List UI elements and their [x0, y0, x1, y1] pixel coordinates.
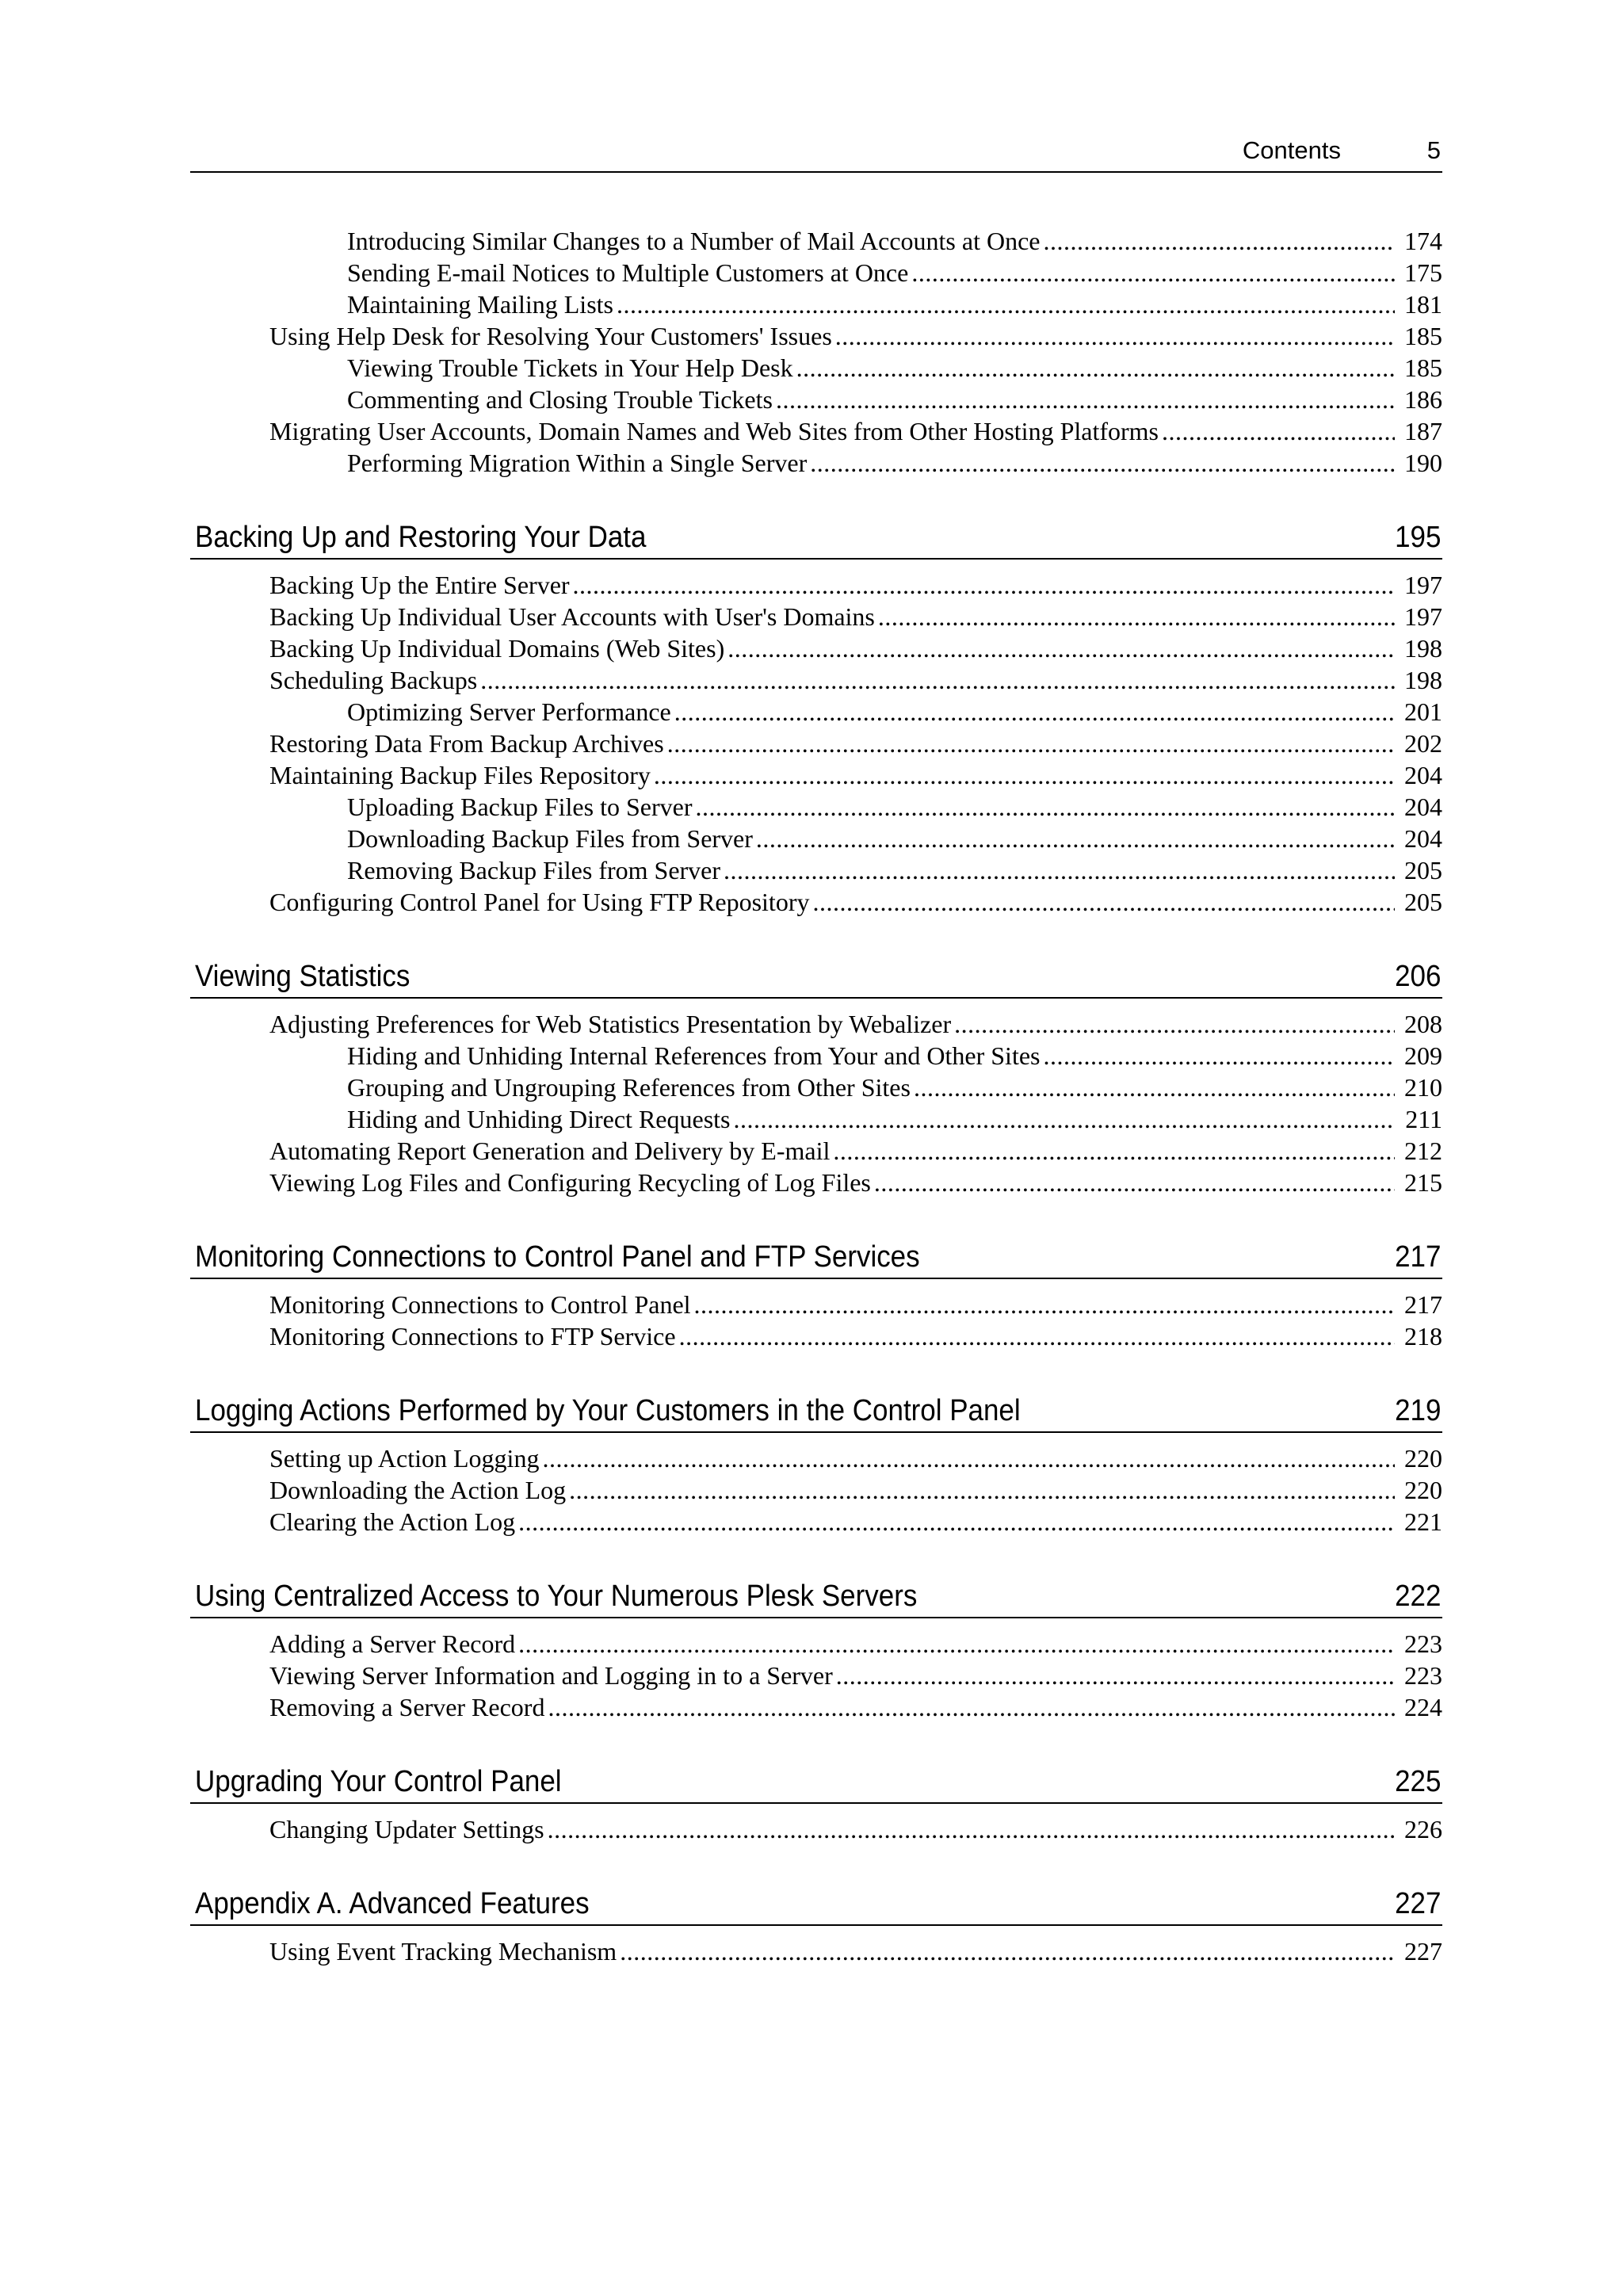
toc-entry-title: Monitoring Connections to FTP Service [269, 1322, 676, 1350]
toc-section [190, 1232, 1442, 1352]
toc-section-title: Appendix A. Advanced Features [195, 1887, 590, 1920]
toc-entry[interactable] [190, 447, 1442, 479]
toc-section-title: Viewing Statistics [195, 960, 411, 993]
toc-entry-title: Maintaining Mailing Lists [347, 290, 613, 319]
toc-entry-title: Sending E-mail Notices to Multiple Customers at Once [347, 258, 909, 287]
toc-entry[interactable] [190, 1935, 1442, 1967]
dot-leader [810, 447, 1395, 479]
toc-entry-page-number: 204 [1404, 824, 1442, 853]
toc-section [190, 512, 1442, 918]
toc-entry[interactable] [190, 288, 1442, 320]
toc-entry-page-number: 223 [1404, 1661, 1442, 1690]
dot-leader [727, 632, 1395, 664]
toc-entry-title: Migrating User Accounts, Domain Names and Web Sites from Other Hosting Platforms [269, 417, 1159, 445]
toc-entry-page-number: 204 [1404, 761, 1442, 789]
dot-leader [518, 1506, 1395, 1538]
toc-entry-page-number: 215 [1404, 1168, 1442, 1197]
dot-leader [776, 384, 1395, 415]
toc-entry-title: Using Event Tracking Mechanism [269, 1937, 617, 1966]
dot-leader [480, 664, 1395, 696]
continued-entries [190, 225, 1442, 479]
toc-section-page-number: 227 [1394, 1887, 1441, 1920]
toc-entry[interactable] [190, 1103, 1442, 1135]
toc-entry-title: Setting up Action Logging [269, 1444, 540, 1473]
toc-entry[interactable] [190, 886, 1442, 918]
toc-section [190, 1571, 1442, 1723]
dot-leader [914, 1072, 1395, 1103]
dot-leader [724, 854, 1395, 886]
toc-entry-title: Using Help Desk for Resolving Your Customers' Issues [269, 322, 832, 350]
toc-section-heading[interactable] [190, 512, 1442, 560]
dot-leader [674, 696, 1395, 728]
running-header-title: Contents [1242, 136, 1341, 164]
toc-entry-page-number: 187 [1404, 417, 1442, 445]
toc-entry[interactable] [190, 823, 1442, 854]
toc-entry[interactable] [190, 1008, 1442, 1040]
dot-leader [654, 759, 1395, 791]
dot-leader [733, 1103, 1395, 1135]
toc-entry[interactable] [190, 601, 1442, 632]
dot-leader [954, 1008, 1395, 1040]
dot-leader [542, 1442, 1395, 1474]
dot-leader [694, 1289, 1395, 1320]
toc-entry[interactable] [190, 728, 1442, 759]
toc-entry[interactable] [190, 664, 1442, 696]
toc-section-page-number: 195 [1394, 521, 1441, 554]
dot-leader [695, 791, 1395, 823]
toc-entry-page-number: 224 [1404, 1693, 1442, 1721]
toc-entry-title: Viewing Log Files and Configuring Recycling of Log Files [269, 1168, 871, 1197]
toc-entry-page-number: 209 [1404, 1041, 1442, 1070]
toc-entry-page-number: 220 [1404, 1476, 1442, 1504]
toc-section [190, 1385, 1442, 1538]
toc-section-page-number: 219 [1394, 1394, 1441, 1427]
toc-entry[interactable] [190, 1506, 1442, 1538]
dot-leader [1043, 225, 1395, 257]
toc-entry[interactable] [190, 1474, 1442, 1506]
toc-entry-page-number: 185 [1404, 322, 1442, 350]
toc-entry-page-number: 218 [1404, 1322, 1442, 1350]
dot-leader [878, 601, 1395, 632]
toc-section-title: Upgrading Your Control Panel [195, 1765, 562, 1798]
toc-entry[interactable] [190, 759, 1442, 791]
toc-entry-title: Performing Migration Within a Single Server [347, 449, 808, 477]
dot-leader [1162, 415, 1395, 447]
toc-entry-page-number: 204 [1404, 793, 1442, 821]
dot-leader [679, 1320, 1395, 1352]
toc-entry-page-number: 197 [1404, 602, 1442, 631]
toc-section-title: Backing Up and Restoring Your Data [195, 521, 647, 554]
dot-leader [573, 569, 1395, 601]
table-of-contents [190, 225, 1442, 1967]
toc-entry-title: Maintaining Backup Files Repository [269, 761, 651, 789]
toc-section [190, 951, 1442, 1198]
toc-entry-title: Adjusting Preferences for Web Statistics Presentation by Webalizer [269, 1010, 952, 1038]
toc-entry-page-number: 197 [1404, 571, 1442, 599]
toc-section-heading[interactable] [190, 1232, 1442, 1279]
toc-entry-title: Configuring Control Panel for Using FTP Repository [269, 888, 810, 916]
toc-entry-page-number: 220 [1404, 1444, 1442, 1473]
toc-entry-title: Uploading Backup Files to Server [347, 793, 693, 821]
toc-entry-page-number: 211 [1405, 1105, 1442, 1133]
dot-leader [667, 728, 1395, 759]
toc-entry[interactable] [190, 791, 1442, 823]
toc-entry-title: Downloading the Action Log [269, 1476, 567, 1504]
toc-entry-title: Viewing Trouble Tickets in Your Help Desk [347, 353, 793, 382]
toc-entry[interactable] [190, 415, 1442, 447]
toc-entry[interactable] [190, 320, 1442, 352]
toc-entry-page-number: 175 [1404, 258, 1442, 287]
toc-entry-page-number: 205 [1404, 888, 1442, 916]
toc-section [190, 1878, 1442, 1967]
dot-leader [569, 1474, 1395, 1506]
toc-entry-page-number: 212 [1404, 1137, 1442, 1165]
toc-entry-page-number: 227 [1404, 1937, 1442, 1966]
toc-entry[interactable] [190, 352, 1442, 384]
toc-entry[interactable] [190, 384, 1442, 415]
toc-entry[interactable] [190, 1320, 1442, 1352]
toc-entry-page-number: 205 [1404, 856, 1442, 884]
toc-entry-page-number: 185 [1404, 353, 1442, 382]
toc-section-title: Using Centralized Access to Your Numerous Plesk Servers [195, 1580, 918, 1613]
toc-entry-page-number: 210 [1404, 1073, 1442, 1102]
toc-entry[interactable] [190, 1660, 1442, 1691]
toc-entry-title: Removing a Server Record [269, 1693, 545, 1721]
toc-entry-title: Automating Report Generation and Delivery by E-mail [269, 1137, 831, 1165]
toc-section-heading[interactable] [190, 1385, 1442, 1433]
toc-entry[interactable] [190, 1040, 1442, 1072]
toc-entry[interactable] [190, 854, 1442, 886]
running-header [190, 133, 1442, 173]
toc-section-page-number: 225 [1394, 1765, 1441, 1798]
dot-leader [796, 352, 1395, 384]
toc-entry[interactable] [190, 569, 1442, 601]
toc-entry-title: Hiding and Unhiding Internal References from Your and Other Sites [347, 1041, 1041, 1070]
toc-entry-title: Introducing Similar Changes to a Number of Mail Accounts at Once [347, 227, 1041, 255]
toc-entry-title: Clearing the Action Log [269, 1507, 516, 1536]
toc-section-page-number: 217 [1394, 1240, 1441, 1274]
dot-leader [756, 823, 1395, 854]
toc-entry-title: Backing Up Individual Domains (Web Sites) [269, 634, 725, 663]
toc-entry[interactable] [190, 1167, 1442, 1198]
toc-section [190, 1756, 1442, 1845]
toc-entry[interactable] [190, 225, 1442, 257]
toc-section-heading[interactable] [190, 1571, 1442, 1618]
toc-section-page-number: 222 [1394, 1580, 1441, 1613]
toc-entry-page-number: 208 [1404, 1010, 1442, 1038]
toc-entry[interactable] [190, 1691, 1442, 1723]
dot-leader [548, 1813, 1395, 1845]
toc-entry-page-number: 181 [1404, 290, 1442, 319]
toc-section-heading[interactable] [190, 951, 1442, 999]
toc-entry[interactable] [190, 632, 1442, 664]
toc-entry-title: Changing Updater Settings [269, 1815, 544, 1843]
toc-section-page-number: 206 [1394, 960, 1441, 993]
toc-entry[interactable] [190, 1813, 1442, 1845]
dot-leader [835, 320, 1395, 352]
toc-entry-page-number: 198 [1404, 666, 1442, 694]
dot-leader [548, 1691, 1395, 1723]
toc-entry[interactable] [190, 1442, 1442, 1474]
toc-entry-page-number: 221 [1404, 1507, 1442, 1536]
toc-entry[interactable] [190, 1628, 1442, 1660]
toc-entry-title: Backing Up the Entire Server [269, 571, 570, 599]
dot-leader [812, 886, 1395, 918]
toc-entry-title: Grouping and Ungrouping References from Other Sites [347, 1073, 911, 1102]
toc-entry-title: Downloading Backup Files from Server [347, 824, 753, 853]
toc-entry-title: Viewing Server Information and Logging in to a Server [269, 1661, 833, 1690]
dot-leader [836, 1660, 1395, 1691]
dot-leader [617, 288, 1395, 320]
toc-entry-title: Scheduling Backups [269, 666, 478, 694]
toc-entry-title: Hiding and Unhiding Direct Requests [347, 1105, 731, 1133]
toc-entry-title: Monitoring Connections to Control Panel [269, 1290, 691, 1319]
dot-leader [1043, 1040, 1395, 1072]
dot-leader [833, 1135, 1395, 1167]
toc-entry-title: Removing Backup Files from Server [347, 856, 721, 884]
toc-entry-page-number: 174 [1404, 227, 1442, 255]
toc-entry[interactable] [190, 1072, 1442, 1103]
dot-leader [911, 257, 1395, 288]
toc-entry-title: Optimizing Server Performance [347, 697, 671, 726]
dot-leader [518, 1628, 1395, 1660]
toc-entry-title: Commenting and Closing Trouble Tickets [347, 385, 773, 414]
toc-section-heading[interactable] [190, 1756, 1442, 1804]
toc-entry-title: Adding a Server Record [269, 1629, 516, 1658]
toc-entry-page-number: 201 [1404, 697, 1442, 726]
toc-entry-page-number: 226 [1404, 1815, 1442, 1843]
toc-entry-page-number: 202 [1404, 729, 1442, 758]
toc-entry-title: Restoring Data From Backup Archives [269, 729, 664, 758]
toc-section-title: Monitoring Connections to Control Panel and FTP Services [195, 1240, 920, 1274]
toc-entry-page-number: 190 [1404, 449, 1442, 477]
toc-entry-page-number: 198 [1404, 634, 1442, 663]
toc-entry[interactable] [190, 1135, 1442, 1167]
toc-entry-page-number: 223 [1404, 1629, 1442, 1658]
running-header-page-number: 5 [1426, 136, 1441, 164]
toc-section-heading[interactable] [190, 1878, 1442, 1926]
toc-entry[interactable] [190, 696, 1442, 728]
dot-leader [874, 1167, 1395, 1198]
toc-section-title: Logging Actions Performed by Your Customers in the Control Panel [195, 1394, 1021, 1427]
toc-entry-page-number: 186 [1404, 385, 1442, 414]
toc-entry-title: Backing Up Individual User Accounts with User's Domains [269, 602, 875, 631]
toc-entry[interactable] [190, 1289, 1442, 1320]
toc-entry-page-number: 217 [1404, 1290, 1442, 1319]
dot-leader [620, 1935, 1395, 1967]
toc-entry[interactable] [190, 257, 1442, 288]
